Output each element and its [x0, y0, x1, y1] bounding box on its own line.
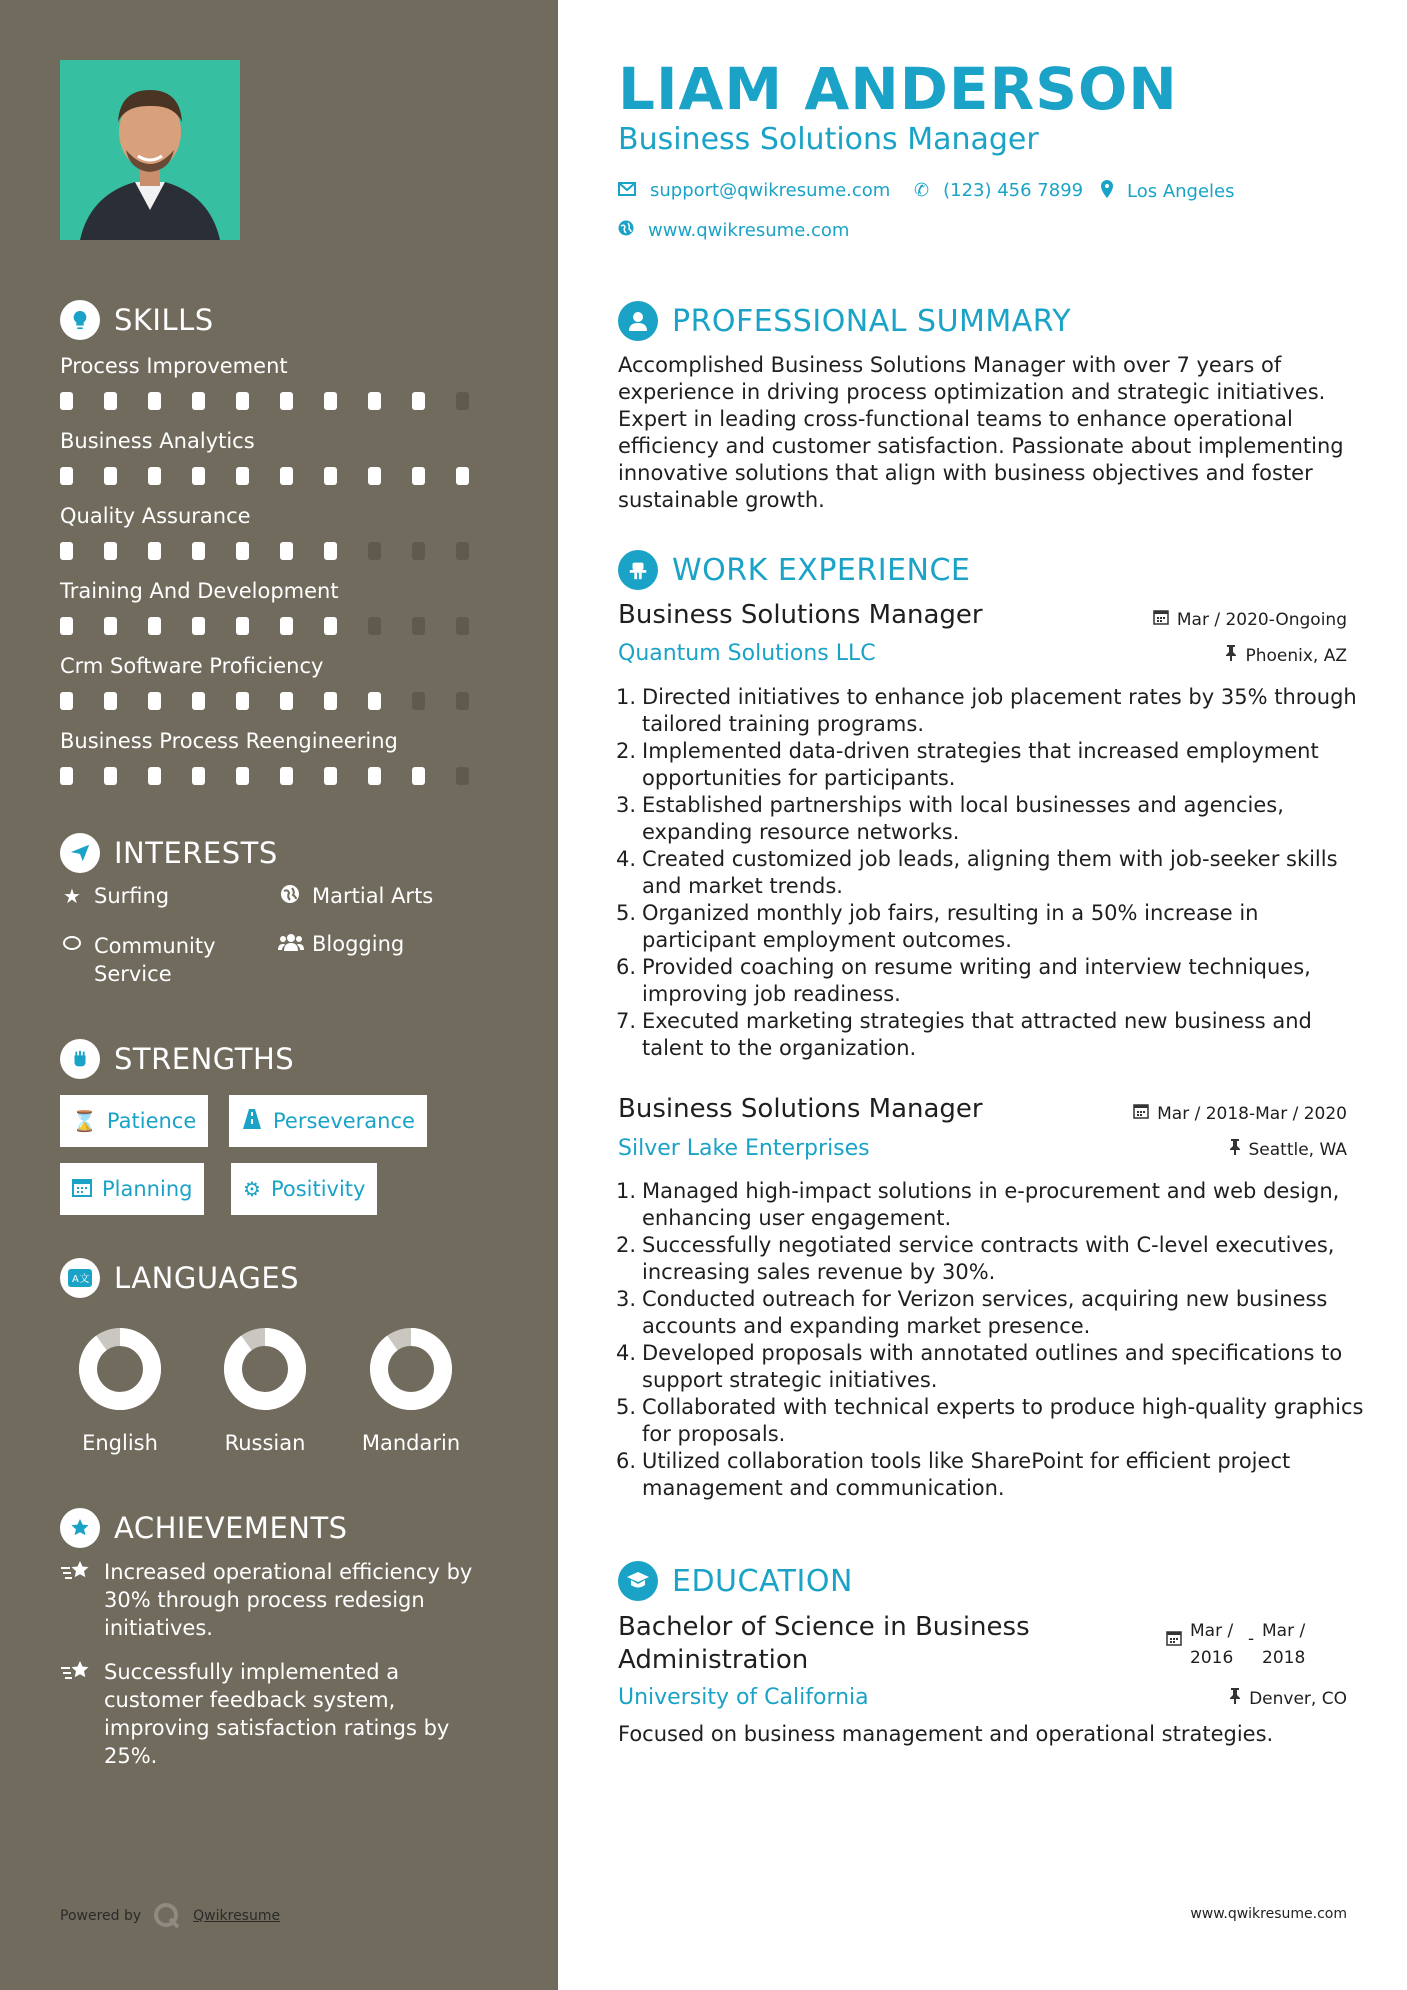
rating-dot-filled [148, 767, 161, 785]
globe-icon [278, 884, 302, 909]
rating-dot-filled [104, 467, 117, 485]
language-item [55, 1325, 185, 1455]
language-proficiency-ring [76, 1325, 164, 1413]
job-bullet [610, 738, 1370, 792]
language-label: Mandarin [361, 1431, 461, 1455]
skill-name: Training And Development [60, 579, 339, 603]
rating-dot-empty [368, 617, 381, 635]
users-icon [278, 932, 302, 957]
skill-item [60, 504, 500, 560]
bullet-number: 3. [615, 1287, 636, 1311]
map-marker-icon [1101, 180, 1113, 203]
location-contact: Los Angeles [1101, 180, 1235, 203]
rating-dot-filled [280, 467, 293, 485]
fist-icon [60, 1039, 100, 1079]
job-bullet [610, 1286, 1370, 1340]
strength-chip: ⌛ Patience [60, 1095, 208, 1147]
education-start: Mar / 2016 [1190, 1621, 1234, 1668]
lemon-icon [60, 932, 84, 960]
hourglass-icon: ⌛ [72, 1109, 97, 1133]
bullet-text: Organized monthly job fairs, resulting in a 50% increase in participant employment outcomes. [642, 901, 1259, 952]
interest-item: Community Service [60, 932, 260, 988]
email-contact[interactable]: support@qwikresume.com [618, 180, 890, 201]
language-label: Russian [224, 1431, 306, 1455]
qwikresume-link[interactable]: Qwikresume [193, 1908, 281, 1924]
rating-dot-filled [368, 392, 381, 410]
rating-dot-filled [412, 392, 425, 410]
skill-name: Business Analytics [60, 429, 255, 453]
rating-dot-filled [412, 467, 425, 485]
phone-icon: ✆ [914, 180, 930, 201]
rating-dot-filled [104, 692, 117, 710]
bullet-number: 3. [615, 793, 636, 817]
bullet-number: 4. [615, 847, 636, 871]
rating-dot-empty [456, 542, 469, 560]
rating-dot-empty [456, 617, 469, 635]
achievement-item: Successfully implemented a customer feedback system, improving satisfaction ratings by 25%. [60, 1658, 500, 1770]
rating-dot-filled [324, 467, 337, 485]
job-bullet [610, 1008, 1370, 1062]
school-name: University of California [618, 1685, 869, 1710]
sidebar [0, 0, 558, 1990]
bullet-number: 5. [615, 1395, 636, 1419]
rating-dot-filled [60, 392, 73, 410]
job-location: Phoenix, AZ [1225, 645, 1347, 666]
language-proficiency-ring [367, 1325, 455, 1413]
globe-icon [618, 220, 634, 241]
job-bullet [610, 954, 1370, 1008]
rating-dot-filled [324, 617, 337, 635]
bullet-text: Executed marketing strategies that attracted new business and talent to the organization. [642, 1009, 1312, 1060]
skill-rating [60, 767, 500, 785]
job-date: Mar / 2020-Ongoing [1153, 609, 1347, 630]
skill-name: Business Process Reengineering [60, 729, 398, 753]
education-heading: EDUCATION [618, 1561, 853, 1601]
strengths-heading: STRENGTHS [60, 1039, 294, 1079]
bullet-text: Successfully negotiated service contracts with C-level executives, increasing sales revenue by 30%. [642, 1233, 1335, 1284]
strength-chip: ⚙ Positivity [231, 1163, 377, 1215]
graduation-cap-icon [618, 1561, 658, 1601]
ring-fill [233, 1337, 297, 1401]
interest-item: ★ Surfing [60, 884, 169, 908]
job-bullet [610, 1178, 1370, 1232]
shooting-star-icon [60, 1558, 94, 1642]
rating-dot-filled [60, 467, 73, 485]
job-company: Quantum Solutions LLC [618, 641, 876, 666]
rating-dot-filled [236, 767, 249, 785]
rating-dot-filled [456, 467, 469, 485]
language-item [346, 1325, 476, 1455]
envelope-icon [618, 180, 636, 201]
qwikresume-logo-icon [153, 1902, 181, 1930]
rating-dot-filled [60, 692, 73, 710]
pushpin-icon [1229, 1139, 1241, 1160]
bullet-number: 6. [615, 1449, 636, 1473]
rating-dot-filled [368, 467, 381, 485]
ring-fill [379, 1337, 443, 1401]
award-star-icon [60, 1508, 100, 1548]
skill-item [60, 729, 500, 785]
rating-dot-filled [280, 392, 293, 410]
rating-dot-empty [456, 692, 469, 710]
rating-dot-filled [148, 617, 161, 635]
degree-title: Bachelor of Science in Business Administration [618, 1612, 1030, 1675]
rating-dot-filled [104, 767, 117, 785]
ring-fill [88, 1337, 152, 1401]
job-company: Silver Lake Enterprises [618, 1136, 870, 1161]
skill-rating [60, 692, 500, 710]
interest-item: Blogging [278, 932, 404, 957]
job-bullet [610, 1394, 1370, 1448]
job-bullets [610, 684, 1370, 1062]
rating-dot-filled [236, 692, 249, 710]
skill-rating [60, 392, 500, 410]
achievements-heading: ACHIEVEMENTS [60, 1508, 348, 1548]
road-icon [241, 1109, 263, 1134]
rating-dot-empty [368, 542, 381, 560]
job-date: Mar / 2018-Mar / 2020 [1133, 1103, 1347, 1124]
summary-heading: PROFESSIONAL SUMMARY [618, 301, 1071, 341]
rating-dot-filled [236, 617, 249, 635]
rating-dot-filled [324, 392, 337, 410]
language-item [200, 1325, 330, 1455]
rating-dot-filled [192, 542, 205, 560]
skill-item [60, 354, 500, 410]
briefcase-icon [618, 550, 658, 590]
rating-dot-filled [324, 767, 337, 785]
skill-rating [60, 542, 500, 560]
bullet-text: Managed high-impact solutions in e-procurement and web design, enhancing user engagement. [642, 1179, 1340, 1230]
bullet-number: 4. [615, 1341, 636, 1365]
bullet-text: Established partnerships with local businesses and agencies, expanding resource networks. [642, 793, 1284, 844]
rating-dot-filled [412, 767, 425, 785]
profile-photo [60, 60, 240, 240]
calendar-icon [1153, 609, 1169, 630]
candidate-name: LIAM ANDERSON [618, 55, 1178, 123]
rating-dot-filled [236, 542, 249, 560]
bullet-number: 7. [615, 1009, 636, 1033]
pushpin-icon [1225, 645, 1237, 666]
bullet-number: 2. [615, 1233, 636, 1257]
star-icon: ★ [63, 884, 81, 908]
achievement-item: Increased operational efficiency by 30% through process redesign initiatives. [60, 1558, 500, 1642]
skill-name: Process Improvement [60, 354, 288, 378]
skill-item [60, 654, 500, 710]
job-bullets [610, 1178, 1370, 1502]
candidate-role: Business Solutions Manager [618, 122, 1039, 157]
summary-text: Accomplished Business Solutions Manager with over 7 years of experience in driving process optimization and strategic initiatives. Expert in leading cross-functional teams to enhance operational efficiency and customer satisfaction. Passionate about implementing innovative solutions that align with business objectives and foster sustainable growth. [618, 353, 1344, 512]
job-bullet [610, 1340, 1370, 1394]
job-bullet [610, 1448, 1370, 1502]
bullet-text: Developed proposals with annotated outlines and specifications to support strategic initiatives. [642, 1341, 1343, 1392]
job-bullet [610, 846, 1370, 900]
bullet-text: Conducted outreach for Verizon services, acquiring new business accounts and expanding market presence. [642, 1287, 1328, 1338]
rating-dot-filled [192, 467, 205, 485]
rating-dot-filled [148, 542, 161, 560]
job-title: Business Solutions Manager [618, 1094, 983, 1124]
rating-dot-filled [148, 467, 161, 485]
calendar-icon [1166, 1628, 1182, 1672]
bullet-text: Collaborated with technical experts to produce high-quality graphics for proposals. [642, 1395, 1364, 1446]
rating-dot-filled [104, 392, 117, 410]
bullet-text: Implemented data-driven strategies that increased employment opportunities for participants. [642, 739, 1319, 790]
rating-dot-filled [60, 767, 73, 785]
bullet-number: 6. [615, 955, 636, 979]
bullet-number: 2. [615, 739, 636, 763]
work-heading: WORK EXPERIENCE [618, 550, 970, 590]
rating-dot-empty [456, 392, 469, 410]
rating-dot-empty [412, 692, 425, 710]
powered-by: Powered by Qwikresume [60, 1902, 280, 1930]
calendar-icon [72, 1177, 92, 1202]
rating-dot-filled [280, 767, 293, 785]
skill-rating [60, 617, 500, 635]
rating-dot-filled [60, 542, 73, 560]
job-location: Seattle, WA [1229, 1139, 1348, 1160]
skill-name: Quality Assurance [60, 504, 251, 528]
job-bullet [610, 792, 1370, 846]
skill-item [60, 429, 500, 485]
skill-name: Crm Software Proficiency [60, 654, 324, 678]
rating-dot-filled [148, 392, 161, 410]
bullet-number: 1. [615, 685, 636, 709]
user-icon [618, 301, 658, 341]
education-end: Mar / 2018 [1262, 1621, 1306, 1668]
calendar-icon [1133, 1103, 1149, 1124]
bullet-number: 5. [615, 901, 636, 925]
rating-dot-empty [412, 542, 425, 560]
bullet-number: 1. [615, 1179, 636, 1203]
rating-dot-filled [280, 542, 293, 560]
languages-heading: A文 LANGUAGES [60, 1258, 299, 1298]
rating-dot-filled [236, 392, 249, 410]
website-contact[interactable]: www.qwikresume.com [618, 220, 849, 241]
avatar-illustration [60, 60, 240, 240]
pushpin-icon [1229, 1688, 1241, 1709]
job-bullet [610, 1232, 1370, 1286]
skill-item [60, 579, 500, 635]
language-proficiency-ring [221, 1325, 309, 1413]
bullet-text: Utilized collaboration tools like SharePoint for efficient project management and communication. [642, 1449, 1291, 1500]
rating-dot-filled [104, 617, 117, 635]
rating-dot-filled [192, 617, 205, 635]
interest-item: Martial Arts [278, 884, 433, 909]
education-dates: Mar / 2016 - Mar / 2018 [1166, 1618, 1312, 1672]
phone-contact[interactable]: ✆ (123) 456 7899 [914, 180, 1084, 201]
footer-url[interactable]: www.qwikresume.com [1190, 1906, 1347, 1922]
bullet-text: Created customized job leads, aligning them with job-seeker skills and market trends. [642, 847, 1338, 898]
paper-plane-icon [60, 833, 100, 873]
gear-icon: ⚙ [243, 1177, 261, 1201]
lightbulb-icon [60, 300, 100, 340]
rating-dot-filled [368, 767, 381, 785]
rating-dot-filled [368, 692, 381, 710]
bullet-text: Provided coaching on resume writing and interview techniques, improving job readiness. [642, 955, 1311, 1006]
education-description: Focused on business management and operational strategies. [618, 1722, 1274, 1746]
rating-dot-filled [324, 542, 337, 560]
education-location: Denver, CO [1229, 1688, 1347, 1709]
rating-dot-filled [192, 692, 205, 710]
skill-rating [60, 467, 500, 485]
rating-dot-empty [456, 767, 469, 785]
strength-chip: Perseverance [229, 1095, 427, 1147]
job-bullet [610, 684, 1370, 738]
skills-heading: SKILLS [60, 300, 214, 340]
svg-text:A文: A文 [72, 1274, 90, 1285]
rating-dot-filled [104, 542, 117, 560]
shooting-star-icon [60, 1658, 94, 1770]
rating-dot-filled [192, 767, 205, 785]
rating-dot-empty [412, 617, 425, 635]
bullet-text: Directed initiatives to enhance job placement rates by 35% through tailored training programs. [642, 685, 1357, 736]
rating-dot-filled [192, 392, 205, 410]
rating-dot-filled [324, 692, 337, 710]
language-label: English [82, 1431, 158, 1455]
job-bullet [610, 900, 1370, 954]
rating-dot-filled [280, 692, 293, 710]
rating-dot-filled [148, 692, 161, 710]
strength-chip: Planning [60, 1163, 204, 1215]
interests-heading: INTERESTS [60, 833, 278, 873]
job-title: Business Solutions Manager [618, 600, 983, 630]
rating-dot-filled [280, 617, 293, 635]
main-content [558, 0, 1407, 1990]
rating-dot-filled [236, 467, 249, 485]
rating-dot-filled [60, 617, 73, 635]
language-icon [60, 1258, 100, 1298]
